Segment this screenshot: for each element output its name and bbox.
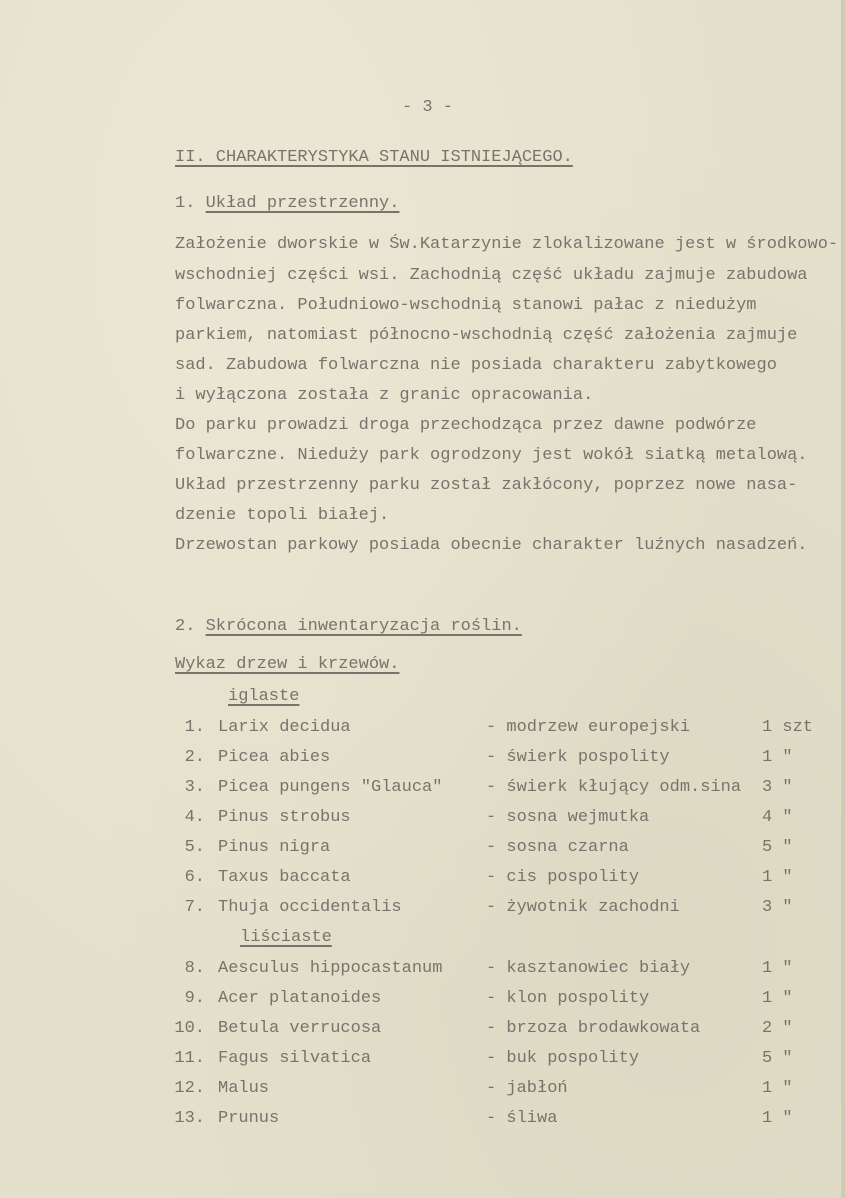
group-label-lisciaste: liściaste [240, 928, 332, 947]
polish-name: - sosna czarna [486, 838, 629, 857]
latin-name: Fagus silvatica [218, 1049, 372, 1068]
polish-name: - świerk pospolity [486, 748, 670, 767]
plant-row [0, 747, 845, 769]
latin-name: Malus [218, 1079, 270, 1098]
polish-name: - brzoza brodawkowata [486, 1019, 701, 1038]
plant-row [0, 717, 845, 739]
page-number: - 3 - [402, 98, 454, 117]
plant-row [0, 807, 845, 829]
section-title: Układ przestrzenny. [205, 194, 400, 213]
latin-name: Picea abies [218, 748, 331, 767]
text-line: wschodniej części wsi. Zachodnią część układu zajmuje zabudowa [175, 266, 808, 285]
latin-name: Picea pungens "Glauca" [218, 778, 443, 797]
item-number: 2. [184, 748, 205, 767]
plant-row [0, 777, 845, 799]
plant-row [0, 867, 845, 889]
plant-row [0, 988, 845, 1010]
section-1-heading [175, 194, 399, 214]
text-line: Założenie dworskie w Św.Katarzynie zlokalizowane jest w środkowo- [175, 235, 839, 254]
section-number: 1. [175, 194, 196, 213]
polish-name: - sosna wejmutka [486, 808, 650, 827]
text-line: Drzewostan parkowy posiada obecnie charakter luźnych nasadzeń. [175, 536, 808, 555]
quantity: 1 " [762, 748, 793, 767]
section-title: Skrócona inwentaryzacja roślin. [205, 617, 522, 636]
quantity: 1 " [762, 959, 793, 978]
plant-row [0, 897, 845, 919]
item-number: 10. [174, 1019, 205, 1038]
section-2-heading [175, 617, 522, 637]
latin-name: Pinus nigra [218, 838, 331, 857]
quantity: 1 szt [762, 718, 814, 737]
latin-name: Aesculus hippocastanum [218, 959, 443, 978]
latin-name: Taxus baccata [218, 868, 351, 887]
latin-name: Larix decidua [218, 718, 351, 737]
quantity: 3 " [762, 778, 793, 797]
polish-name: - kasztanowiec biały [486, 959, 691, 978]
section-number: 2. [175, 617, 196, 636]
quantity: 4 " [762, 808, 793, 827]
item-number: 3. [184, 778, 205, 797]
quantity: 1 " [762, 1109, 793, 1128]
item-number: 11. [174, 1049, 205, 1068]
quantity: 1 " [762, 989, 793, 1008]
quantity: 3 " [762, 898, 793, 917]
polish-name: - cis pospolity [486, 868, 640, 887]
plant-row [0, 1078, 845, 1100]
latin-name: Betula verrucosa [218, 1019, 382, 1038]
quantity: 2 " [762, 1019, 793, 1038]
polish-name: - żywotnik zachodni [486, 898, 680, 917]
item-number: 12. [174, 1079, 205, 1098]
plant-row [0, 837, 845, 859]
group-label-iglaste: iglaste [228, 687, 300, 706]
text-line: folwarczna. Południowo-wschodnią stanowi pałac z niedużym [175, 296, 757, 315]
text-line: sad. Zabudowa folwarczna nie posiada charakteru zabytkowego [175, 356, 777, 375]
item-number: 4. [184, 808, 205, 827]
polish-name: - świerk kłujący odm.sina [486, 778, 742, 797]
polish-name: - śliwa [486, 1109, 558, 1128]
text-line: i wyłączona została z granic opracowania. [175, 386, 594, 405]
text-line: parkiem, natomiast północno-wschodnią część założenia zajmuje [175, 326, 798, 345]
text-line: folwarczne. Nieduży park ogrodzony jest wokół siatką metalową. [175, 446, 808, 465]
plant-row [0, 1108, 845, 1130]
plant-row [0, 958, 845, 980]
latin-name: Pinus strobus [218, 808, 351, 827]
text-line: Do parku prowadzi droga przechodząca przez dawne podwórze [175, 416, 757, 435]
item-number: 7. [184, 898, 205, 917]
polish-name: - klon pospolity [486, 989, 650, 1008]
item-number: 9. [184, 989, 205, 1008]
item-number: 8. [184, 959, 205, 978]
latin-name: Thuja occidentalis [218, 898, 402, 917]
quantity: 5 " [762, 838, 793, 857]
text-line: Układ przestrzenny parku został zakłócony, poprzez nowe nasa- [175, 476, 798, 495]
item-number: 13. [174, 1109, 205, 1128]
list-title: Wykaz drzew i krzewów. [175, 655, 400, 674]
item-number: 5. [184, 838, 205, 857]
polish-name: - jabłoń [486, 1079, 568, 1098]
latin-name: Prunus [218, 1109, 280, 1128]
chapter-title: II. CHARAKTERYSTYKA STANU ISTNIEJĄCEGO. [175, 148, 573, 167]
quantity: 1 " [762, 1079, 793, 1098]
quantity: 1 " [762, 868, 793, 887]
text-line: dzenie topoli białej. [175, 506, 390, 525]
polish-name: - buk pospolity [486, 1049, 640, 1068]
latin-name: Acer platanoides [218, 989, 382, 1008]
quantity: 5 " [762, 1049, 793, 1068]
plant-row [0, 1048, 845, 1070]
plant-row [0, 1018, 845, 1040]
polish-name: - modrzew europejski [486, 718, 691, 737]
item-number: 6. [184, 868, 205, 887]
item-number: 1. [184, 718, 205, 737]
